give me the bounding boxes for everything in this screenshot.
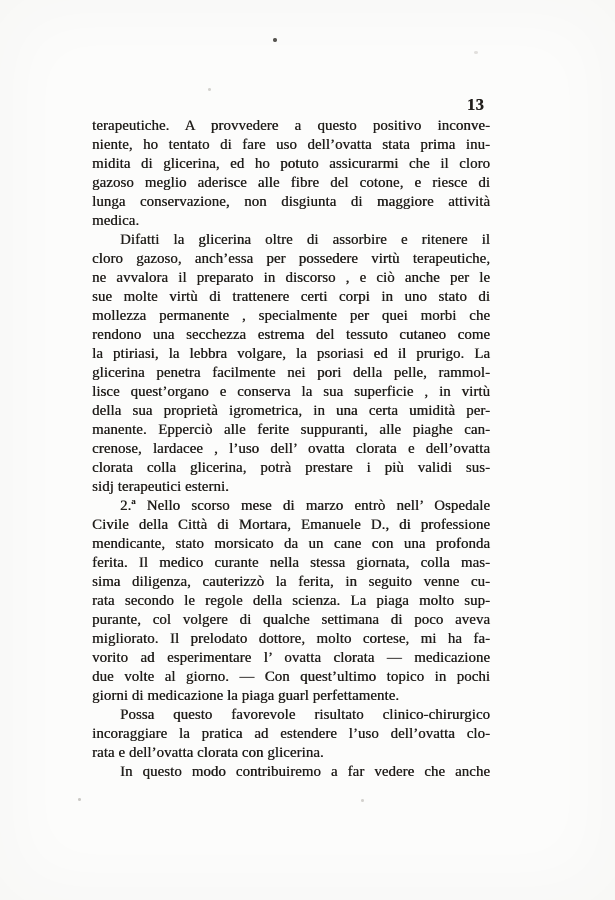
text-line: incoraggiare la pratica ad estendere l’uso dell’ovatta clo- xyxy=(92,726,490,742)
scan-speck xyxy=(208,88,211,91)
text-line: ferita. Il medico curante nella stessa giornata, colla mas- xyxy=(92,555,490,571)
text-line: purante, col volgere di qualche settimana di poco aveva xyxy=(92,612,490,628)
paragraph xyxy=(92,231,490,497)
text-line: lisce quest’organo e conserva la sua superficie , in virtù xyxy=(92,384,490,400)
text-line: manente. Epperciò alle ferite suppuranti, alle piaghe can- xyxy=(92,422,490,438)
scan-speck xyxy=(361,799,364,802)
text-line: sima diligenza, cauterizzò la ferita, in seguito venne cu- xyxy=(92,574,490,590)
text-line: crenose, lardacee , l’uso dell’ ovatta clorata e dell’ovatta xyxy=(92,441,490,457)
scan-speck xyxy=(78,798,81,801)
text-line: midita di glicerina, ed ho potuto assicurarmi che il cloro xyxy=(92,156,490,172)
text-line: clorata colla glicerina, potrà prestare i più validi sus- xyxy=(92,460,490,476)
text-line: mollezza permanente , specialmente per quei morbi che xyxy=(92,308,490,324)
text-line: rata e dell’ovatta clorata con glicerina. xyxy=(92,745,324,761)
page-text xyxy=(92,117,490,782)
text-line: vorito ad esperimentare l’ ovatta clorata — medicazione xyxy=(92,650,490,666)
text-line: ne avvalora il preparato in discorso , e ciò anche per le xyxy=(92,270,490,286)
page-number: 13 xyxy=(466,95,484,114)
text-line: niente, ho tentato di fare uso dell’ovatta stata prima inu- xyxy=(92,137,490,153)
text-line: sidj terapeutici esterni. xyxy=(92,479,229,495)
scan-speck xyxy=(273,38,277,42)
text-line: 2.ª Nello scorso mese di marzo entrò nell’ Ospedale xyxy=(120,498,490,514)
text-line: gazoso meglio aderisce alle fibre del cotone, e riesce di xyxy=(92,175,490,191)
paragraph xyxy=(92,763,490,782)
paragraph xyxy=(92,117,490,231)
text-line: Civile della Città di Mortara, Emanuele D., di professione xyxy=(92,517,490,533)
text-line: Difatti la glicerina oltre di assorbire e ritenere il xyxy=(120,232,490,248)
text-line: due volte al giorno. — Con quest’ultimo topico in pochi xyxy=(92,669,490,685)
text-line: migliorato. Il prelodato dottore, molto cortese, mi ha fa- xyxy=(92,631,490,647)
text-line: mendicante, stato morsicato da un cane con una profonda xyxy=(92,536,490,552)
text-line: della sua proprietà igrometrica, in una certa umidità per- xyxy=(92,403,490,419)
scan-speck xyxy=(474,51,478,54)
text-line: cloro gazoso, anch’essa per possedere virtù terapeutiche, xyxy=(92,251,490,267)
text-line: In questo modo contribuiremo a far vedere che anche xyxy=(120,764,490,780)
paragraph xyxy=(92,497,490,706)
text-line: la ptiriasi, la lebbra volgare, la psoriasi ed il prurigo. La xyxy=(92,346,490,362)
text-line: medica. xyxy=(92,213,140,229)
text-line: terapeutiche. A provvedere a questo positivo inconve- xyxy=(92,118,490,134)
text-line: Possa questo favorevole risultato clinico-chirurgico xyxy=(120,707,490,723)
text-line: giorni di medicazione la piaga guarl perfettamente. xyxy=(92,688,400,704)
text-line: sue molte virtù di trattenere certi corpi in uno stato di xyxy=(92,289,490,305)
text-line: lunga conservazione, non disgiunta di maggiore attività xyxy=(92,194,490,210)
text-line: rendono una secchezza estrema del tessuto cutaneo come xyxy=(92,327,490,343)
text-line: rata secondo le regole della scienza. La piaga molto sup- xyxy=(92,593,490,609)
paragraph xyxy=(92,706,490,763)
text-line: glicerina penetra facilmente nei pori della pelle, rammol- xyxy=(92,365,490,381)
